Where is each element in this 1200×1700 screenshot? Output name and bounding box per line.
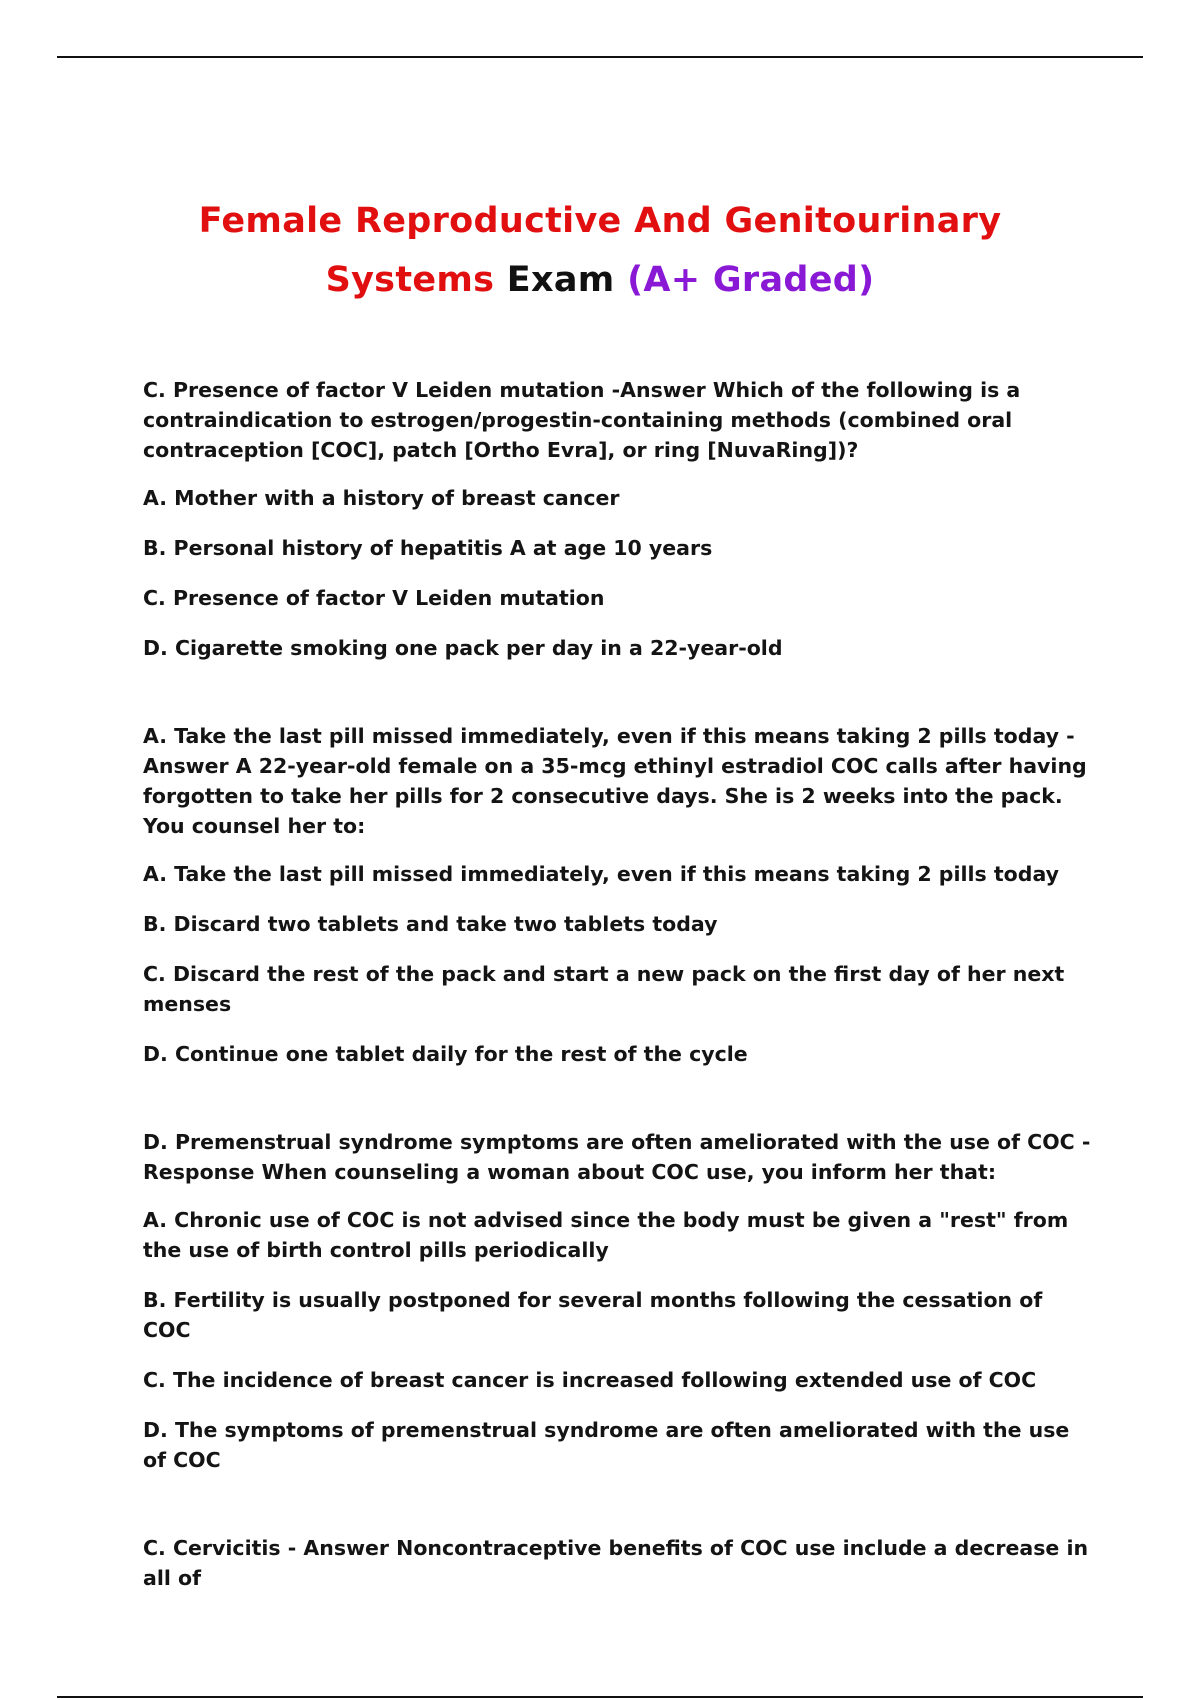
answer-option: D. Cigarette smoking one pack per day in a 22-year-old [143, 636, 783, 660]
title-part-2: Systems [325, 260, 495, 300]
answer-option: B. Personal history of hepatitis A at age 10 years [143, 536, 713, 560]
question-block-4 [143, 1533, 1093, 1593]
question-text: C. Presence of factor V Leiden mutation -Answer Which of the following is a contraindication to estrogen/progestin-containing methods (combined oral contraception [COC], patch [Ortho Evra], or ring [NuvaRing])? [143, 378, 1021, 462]
answer-option: C. The incidence of breast cancer is increased following extended use of COC [143, 1368, 1037, 1392]
answer-option: B. Discard two tablets and take two tablets today [143, 912, 718, 936]
page-title [0, 192, 1200, 310]
footer-rule [57, 1696, 1143, 1698]
answer-option: A. Take the last pill missed immediately, even if this means taking 2 pills today [143, 862, 1060, 886]
question-block-3 [143, 1127, 1093, 1475]
title-part-1: Female Reproductive And Genitourinary [198, 201, 1002, 241]
answer-option: A. Mother with a history of breast cancer [143, 486, 620, 510]
question-block-1 [143, 375, 1093, 663]
question-block-2 [143, 721, 1093, 1069]
answer-option: C. Discard the rest of the pack and start a new pack on the first day of her next menses [143, 962, 1065, 1016]
answer-option: D. The symptoms of premenstrual syndrome are often ameliorated with the use of COC [143, 1418, 1070, 1472]
question-text: A. Take the last pill missed immediately, even if this means taking 2 pills today - Answer A 22-year-old female on a 35-mcg ethinyl estradiol COC calls after having forgotten to take her pills for 2 consecutive days. She is 2 weeks into the pack. You counsel her to: [143, 724, 1087, 838]
question-text: C. Cervicitis - Answer Noncontraceptive benefits of COC use include a decrease in all of [143, 1536, 1089, 1590]
answer-option: B. Fertility is usually postponed for several months following the cessation of COC [143, 1288, 1043, 1342]
question-text: D. Premenstrual syndrome symptoms are often ameliorated with the use of COC - Response When counseling a woman about COC use, you inform her that: [143, 1130, 1091, 1184]
title-part-4: (A+ Graded) [627, 260, 875, 300]
answer-option: D. Continue one tablet daily for the rest of the cycle [143, 1042, 748, 1066]
question-list [143, 375, 1093, 1611]
answer-option: C. Presence of factor V Leiden mutation [143, 586, 605, 610]
answer-option: A. Chronic use of COC is not advised since the body must be given a "rest" from the use of birth control pills periodically [143, 1208, 1069, 1262]
title-part-3: Exam [506, 260, 615, 300]
header-rule [57, 56, 1143, 58]
